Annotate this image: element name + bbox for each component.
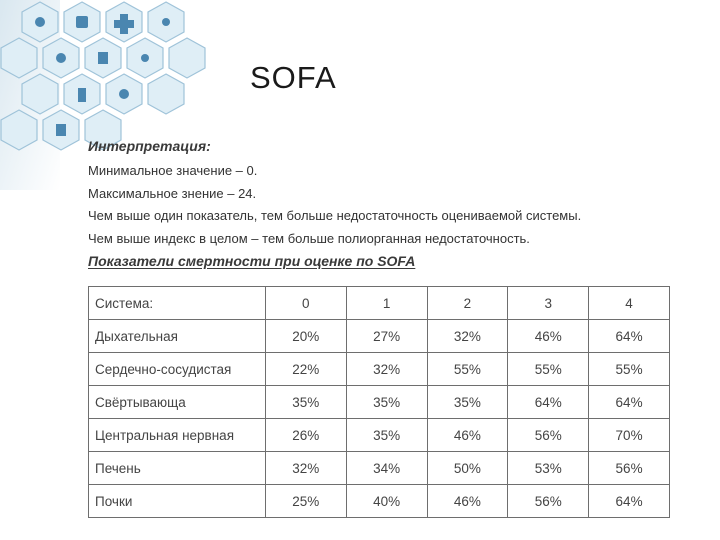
hexagon-shape <box>169 38 205 78</box>
mortality-cell: 56% <box>508 485 589 518</box>
dna-icon <box>141 54 149 62</box>
mortality-cell: 55% <box>508 353 589 386</box>
mortality-cell: 70% <box>589 419 670 452</box>
system-name-cell: Дыхательная <box>89 320 266 353</box>
mortality-cell: 55% <box>427 353 508 386</box>
mortality-cell: 32% <box>427 320 508 353</box>
mortality-cell: 64% <box>589 485 670 518</box>
interpretation-line: Чем выше индекс в целом – тем больше полиорганная недостаточность. <box>88 230 530 246</box>
system-name-cell: Печень <box>89 452 266 485</box>
mortality-cell: 64% <box>589 386 670 419</box>
mortality-cell: 35% <box>427 386 508 419</box>
mortality-cell: 46% <box>427 419 508 452</box>
mortality-cell: 35% <box>346 386 427 419</box>
interpretation-block <box>88 138 673 275</box>
table-row <box>89 386 670 419</box>
table-row <box>89 353 670 386</box>
mortality-cell: 20% <box>265 320 346 353</box>
header-cell: 1 <box>346 287 427 320</box>
mortality-cell: 46% <box>508 320 589 353</box>
interpretation-line: Чем выше один показатель, тем больше недостаточность оцениваемой системы. <box>88 208 582 223</box>
interpretation-heading: Интерпретация: <box>88 138 211 154</box>
table-row <box>89 419 670 452</box>
system-name-cell: Почки <box>89 485 266 518</box>
header-cell: Система: <box>89 287 266 320</box>
pill-icon <box>56 53 66 63</box>
mortality-cell: 35% <box>265 386 346 419</box>
mortality-cell: 25% <box>265 485 346 518</box>
microscope-icon <box>98 52 108 64</box>
mortality-cell: 64% <box>508 386 589 419</box>
mortality-cell: 32% <box>346 353 427 386</box>
mortality-cell: 46% <box>427 485 508 518</box>
heart-monitor-icon <box>76 16 88 28</box>
gear-icon <box>119 89 129 99</box>
system-name-cell: Сердечно-сосудистая <box>89 353 266 386</box>
slide-title: SOFA <box>250 60 337 95</box>
header-cell: 2 <box>427 287 508 320</box>
header-cell: 4 <box>589 287 670 320</box>
mortality-cell: 55% <box>589 353 670 386</box>
mortality-cell: 56% <box>508 419 589 452</box>
table-row <box>89 452 670 485</box>
mortality-cell: 53% <box>508 452 589 485</box>
mortality-table-heading: Показатели смертности при оценке по SOFA <box>88 253 416 269</box>
table-row <box>89 485 670 518</box>
sofa-mortality-table <box>88 286 670 518</box>
mortality-cell: 34% <box>346 452 427 485</box>
mortality-cell: 35% <box>346 419 427 452</box>
eye-icon <box>35 17 45 27</box>
mortality-cell: 56% <box>589 452 670 485</box>
flask-icon <box>56 124 66 136</box>
system-name-cell: Свёртывающа <box>89 386 266 419</box>
table-row <box>89 320 670 353</box>
syringe-icon <box>78 88 86 102</box>
mortality-cell: 50% <box>427 452 508 485</box>
hexagon-shape <box>148 74 184 114</box>
header-cell: 0 <box>265 287 346 320</box>
interpretation-line: Максимальное знение – 24. <box>88 185 257 201</box>
molecule-icon <box>162 18 170 26</box>
header-cell: 3 <box>508 287 589 320</box>
system-name-cell: Центральная нервная <box>89 419 266 452</box>
mortality-cell: 32% <box>265 452 346 485</box>
interpretation-line: Минимальное значение – 0. <box>88 163 258 178</box>
table-header-row <box>89 287 670 320</box>
mortality-cell: 22% <box>265 353 346 386</box>
mortality-cell: 40% <box>346 485 427 518</box>
mortality-cell: 27% <box>346 320 427 353</box>
mortality-cell: 26% <box>265 419 346 452</box>
mortality-cell: 64% <box>589 320 670 353</box>
